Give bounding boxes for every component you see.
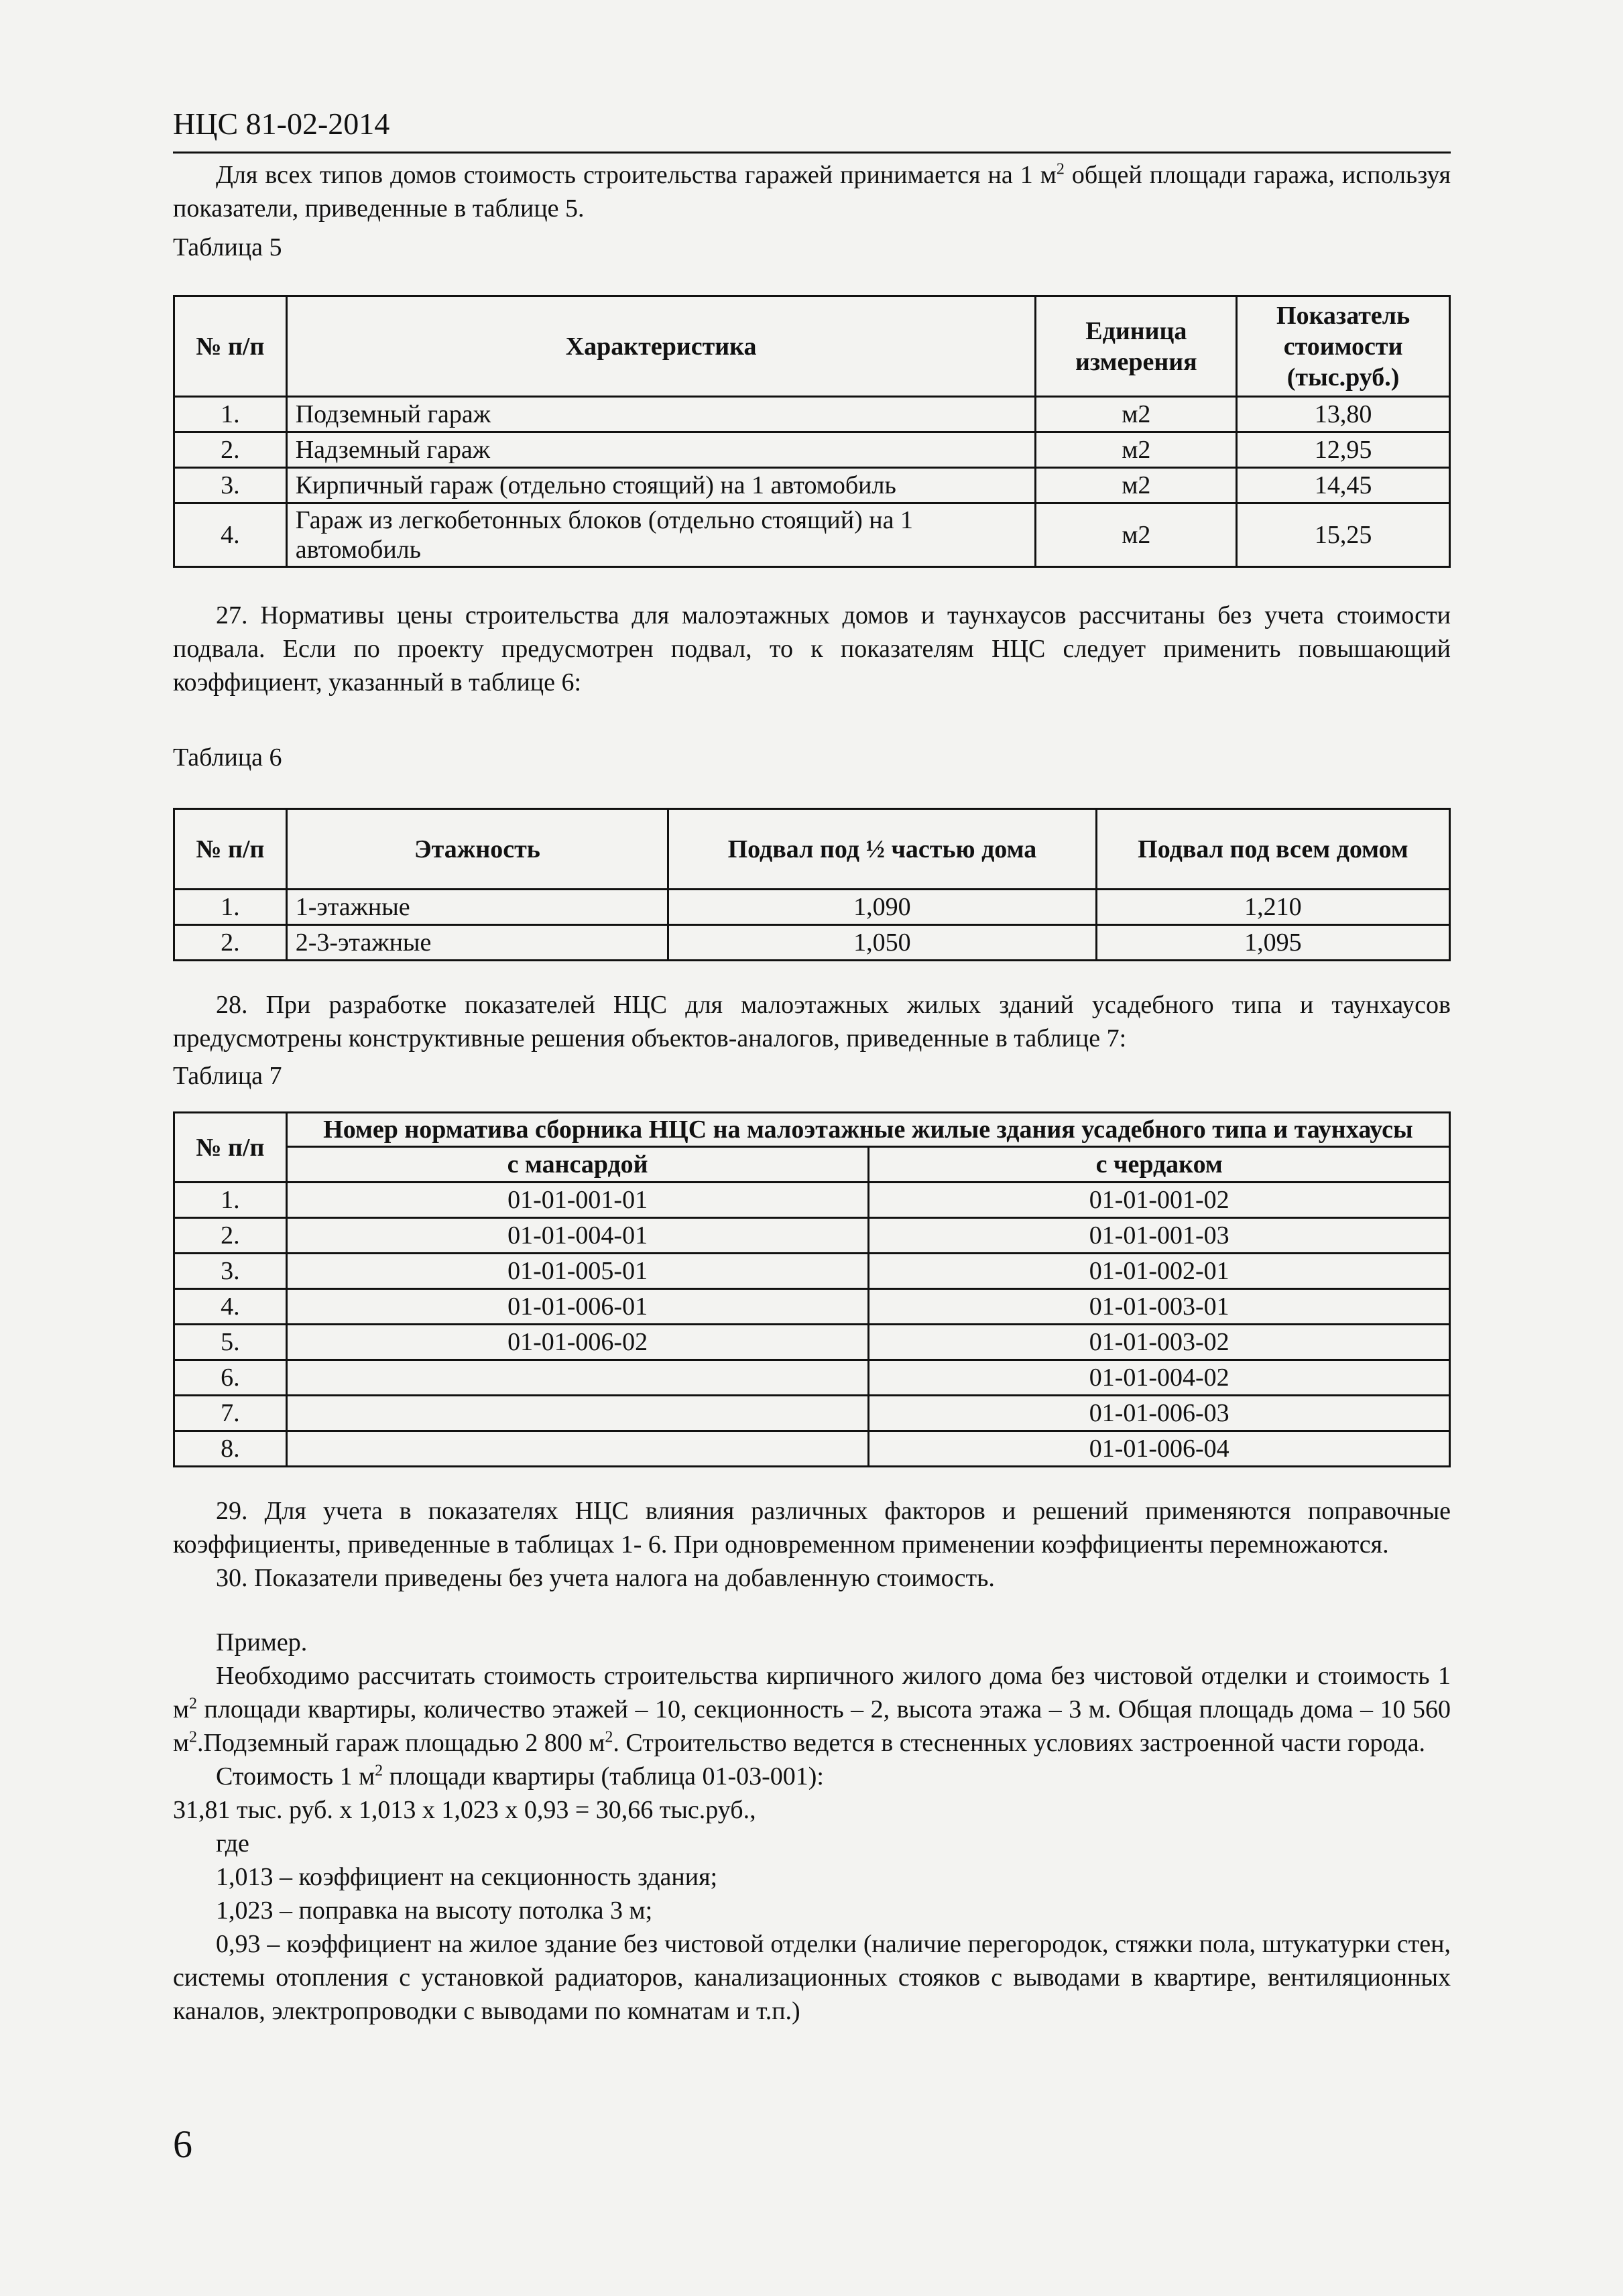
- table7-subheader-attic: с чердаком: [869, 1147, 1450, 1183]
- table-row: 1. Подземный гараж м2 13,80: [174, 397, 1450, 432]
- table7-subheader-mansard: с мансардой: [286, 1147, 869, 1183]
- example-formula: 31,81 тыс. руб. х 1,013 х 1,023 х 0,93 = 30,66 тыс.руб.,: [173, 1796, 756, 1824]
- table7: [173, 1111, 1451, 1467]
- example-title: Пример.: [216, 1628, 308, 1656]
- table6: [173, 808, 1451, 961]
- example-cost-line: Стоимость 1 $м^2$ площади квартиры (таблица 01-03-001):: [216, 1762, 824, 1791]
- table6-header-full-basement: Подвал под всем домом: [1096, 809, 1449, 890]
- table5-caption: Таблица 5: [173, 233, 282, 261]
- example-where: где: [216, 1829, 249, 1858]
- table-row: 2. Надземный гараж м2 12,95: [174, 432, 1450, 468]
- table-row: 1. 1-этажные 1,090 1,210: [174, 890, 1450, 925]
- table5-header-characteristic: Характеристика: [286, 296, 1036, 397]
- table-row: 1. 01-01-001-01 01-01-001-02: [174, 1183, 1450, 1218]
- document-header: НЦС 81-02-2014: [173, 107, 390, 141]
- table5-header-num: № п/п: [174, 296, 287, 397]
- example-paragraph: Необходимо рассчитать стоимость строительства кирпичного жилого дома без чистовой отделки и стоимость 1 $м^2$ площади квартиры, количество этажей – 10, секционность – 2, высота этажа – 3 м. Общая площадь дома – 10 560 $м^2.Подземный$ гараж площадью 2 800 $м^2$. Строительство ведется в стесненных условиях застроенной части города.: [173, 1662, 1451, 1757]
- table-row: 7. 01-01-006-03: [174, 1396, 1450, 1431]
- example-coefficient-2: 1,023 – поправка на высоту потолка 3 м;: [216, 1896, 653, 1925]
- header-rule: [173, 152, 1451, 154]
- table7-header-group: Номер норматива сборника НЦС на малоэтажные жилые здания усадебного типа и таунхаусы: [286, 1113, 1449, 1147]
- table-row: 6. 01-01-004-02: [174, 1360, 1450, 1396]
- table-row: 4. 01-01-006-01 01-01-003-01: [174, 1289, 1450, 1325]
- table5: [173, 295, 1451, 568]
- table6-header-num: № п/п: [174, 809, 287, 890]
- table-row: 3. Кирпичный гараж (отдельно стоящий) на 1 автомобиль м2 14,45: [174, 468, 1450, 503]
- table6-header-floors: Этажность: [286, 809, 668, 890]
- table-row: 2. 01-01-004-01 01-01-001-03: [174, 1218, 1450, 1254]
- example-coefficient-1: 1,013 – коэффициент на секционность здания;: [216, 1863, 718, 1891]
- example-coefficient-3: 0,93 – коэффициент на жилое здание без чистовой отделки (наличие перегородок, стяжки пола, штукатурки стен, системы отопления с установкой радиаторов, канализационных стояков с выводами в квартире, вентиляционных каналов, электропроводки с выводами по комнатам и т.п.): [173, 1930, 1451, 2025]
- paragraph-28: 28. При разработке показателей НЦС для малоэтажных жилых зданий усадебного типа и таунхаусов предусмотрены конструктивные решения объектов-аналогов, приведенные в таблице 7:: [173, 991, 1451, 1052]
- table6-header-half-basement: Подвал под ½ частью дома: [668, 809, 1096, 890]
- page-number: 6: [173, 2122, 192, 2166]
- table-row: 5. 01-01-006-02 01-01-003-02: [174, 1325, 1450, 1360]
- table7-header-num: № п/п: [174, 1113, 287, 1183]
- table5-header-cost: Показатель стоимости (тыс.руб.): [1237, 296, 1450, 397]
- table-row: 4. Гараж из легкобетонных блоков (отдельно стоящий) на 1 автомобиль м2 15,25: [174, 503, 1450, 567]
- paragraph-27: 27. Нормативы цены строительства для малоэтажных домов и таунхаусов рассчитаны без учета стоимости подвала. Если по проекту предусмотрен подвал, то к показателям НЦС следует применить повышающий коэффициент, указанный в таблице 6:: [173, 601, 1451, 697]
- table-row: 3. 01-01-005-01 01-01-002-01: [174, 1254, 1450, 1289]
- table-row: 2. 2-3-этажные 1,050 1,095: [174, 925, 1450, 961]
- paragraph-29: 29. Для учета в показателях НЦС влияния различных факторов и решений применяются поправочные коэффициенты, приведенные в таблицах 1- 6. При одновременном применении коэффициенты перемножаются.: [173, 1497, 1451, 1559]
- table5-header-unit: Единица измерения: [1036, 296, 1237, 397]
- table-row: 8. 01-01-006-04: [174, 1431, 1450, 1467]
- table7-caption: Таблица 7: [173, 1062, 282, 1090]
- paragraph-30: 30. Показатели приведены без учета налога на добавленную стоимость.: [216, 1564, 995, 1592]
- document-body: [173, 158, 1451, 2028]
- intro-paragraph: Для всех типов домов стоимость строительства гаражей принимается на 1 $м^2$ общей площади гаража, используя показатели, приведенные в таблице 5.: [173, 160, 1451, 223]
- table6-caption: Таблица 6: [173, 743, 282, 772]
